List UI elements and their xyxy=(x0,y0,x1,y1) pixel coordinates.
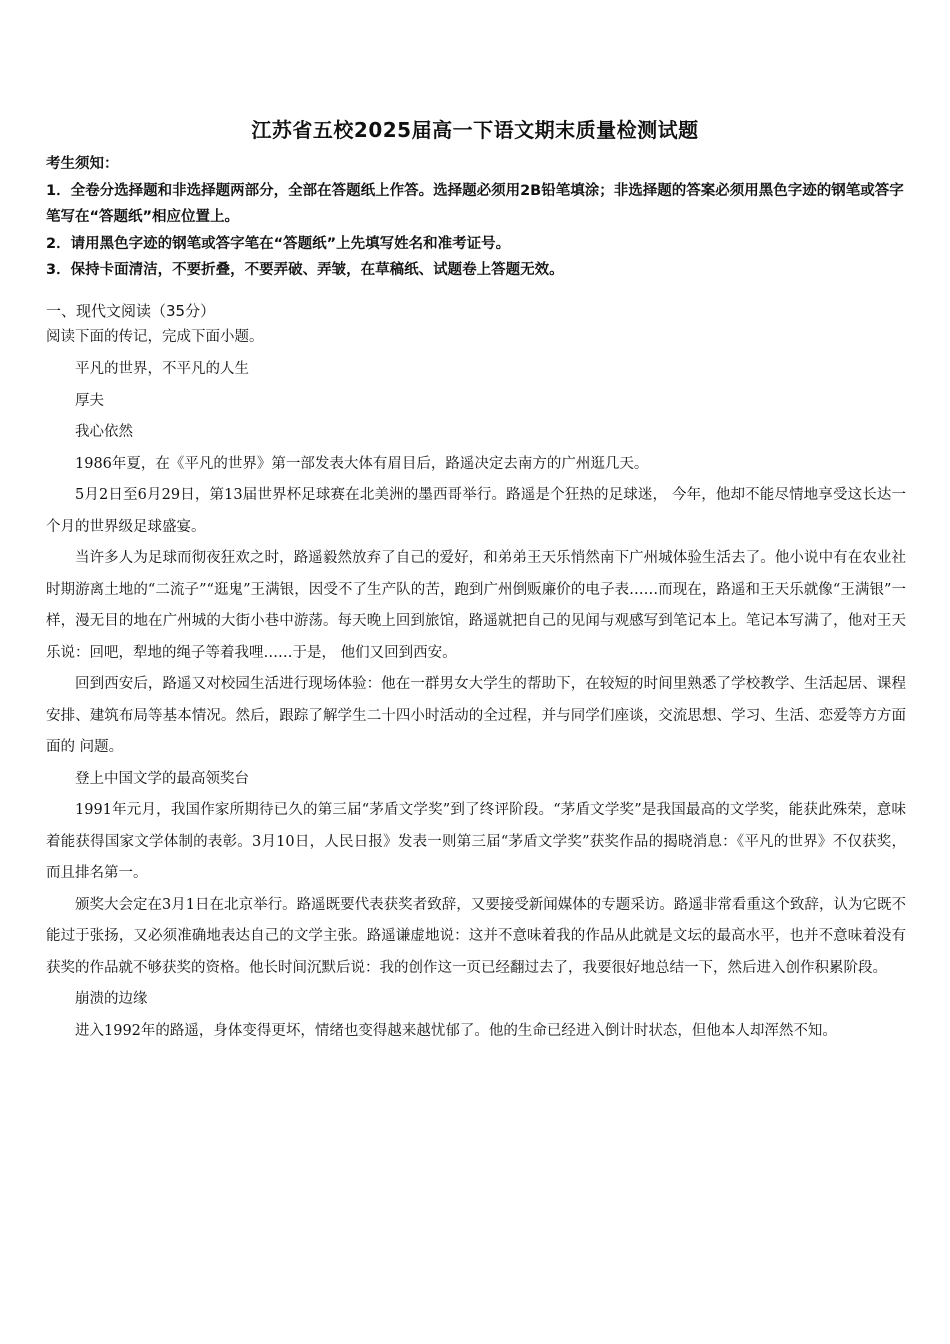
notice-item: 3．保持卡面清洁，不要折叠，不要弄破、弄皱，在草稿纸、试题卷上答题无效。 xyxy=(46,262,564,278)
article-paragraph: 1991年元月，我国作家所期待已久的第三届“茅盾文学奖”到了终评阶段。“茅盾文学奖”是我国最高的文学奖，能获此殊荣，意味着能获得国家文学体制的表彰。3月10日，人民日报》发表一则第三届“茅盾文学奖”获奖作品的揭晓消息：《平凡的世界》不仅获奖，而且排名第一。 xyxy=(46,802,906,881)
section-instruction: 阅读下面的传记，完成下面小题。 xyxy=(46,329,264,345)
article-paragraph: 进入1992年的路遥，身体变得更坏，情绪也变得越来越忧郁了。他的生命已经进入倒计时状态，但他本人却浑然不知。 xyxy=(75,1022,837,1039)
article-paragraph: 1986年夏，在《平凡的世界》第一部发表大体有眉目后，路遥决定去南方的广州逛几天。 xyxy=(75,455,649,472)
article-paragraph: 颁奖大会定在3月1日在北京举行。路遥既要代表获奖者致辞，又要接受新闻媒体的专题采访。路遥非常看重这个致辞，认为它既不能过于张扬，又必须准确地表达自己的文学主张。路遥谦虚地说：这并不意味着我的作品从此就是文坛的最高水平，也并不意味着没有获奖的作品就不够获奖的资格。他长时间沉默后说：我的创作这一页已经翻过去了，我要很好地总结一下，然后进入创作积累阶段。 xyxy=(46,896,906,976)
article-subheading: 我心依然 xyxy=(75,424,133,440)
article-paragraph: 当许多人为足球而彻夜狂欢之时，路遥毅然放弃了自己的爱好，和弟弟王天乐悄然南下广州城体验生活去了。他小说中有在农业社时期游离土地的“二流子”“逛鬼”王满银，因受不了生产队的苦，跑到广州倒贩廉价的电子表……而现在，路遥和王天乐就像“王满银”一样，漫无目的地在广州城的大街小巷中游荡。每天晚上回到旅馆，路遥就把自己的见闻与观感写到笔记本上。笔记本写满了，他对王天乐说：回吧，犁地的绳子等着我哩……于是， 他们又回到西安。 xyxy=(46,550,906,661)
article-subheading: 登上中国文学的最高领奖台 xyxy=(75,770,249,787)
section-title: 一、现代文阅读（35分） xyxy=(46,302,216,320)
article-author: 厚夫 xyxy=(75,392,104,409)
article-subheading: 崩溃的边缘 xyxy=(75,991,148,1007)
section-header xyxy=(46,298,906,350)
notice-heading: 考生须知： xyxy=(46,156,119,172)
notice-item: 1．全卷分选择题和非选择题两部分，全部在答题纸上作答。选择题必须用2B铅笔填涂；非选择题的答案必须用黑色字迹的钢笔或答字笔写在“答题纸”相应位置上。 xyxy=(46,182,904,225)
article-paragraph: 回到西安后，路遥又对校园生活进行现场体验：他在一群男女大学生的帮助下，在较短的时间里熟悉了学校教学、生活起居、课程安排、建筑布局等基本情况。然后，跟踪了解学生二十四小时活动的全过程，并与同学们座谈，交流思想、学习、生活、恋爱等方方面面的 问题。 xyxy=(46,676,906,755)
page-title: 江苏省五校2025届高一下语文期末质量检测试题 xyxy=(251,118,699,142)
notice-block xyxy=(46,151,906,284)
article-title: 平凡的世界，不平凡的人生 xyxy=(75,361,249,377)
article-body xyxy=(46,354,906,1047)
article-paragraph: 5月2日至6月29日，第13届世界杯足球赛在北美洲的墨西哥举行。路遥是个狂热的足球迷， 今年，他却不能尽情地享受这长达一个月的世界级足球盛宴。 xyxy=(46,487,906,535)
notice-item: 2．请用黑色字迹的钢笔或答字笔在“答题纸”上先填写姓名和准考证号。 xyxy=(46,235,511,252)
